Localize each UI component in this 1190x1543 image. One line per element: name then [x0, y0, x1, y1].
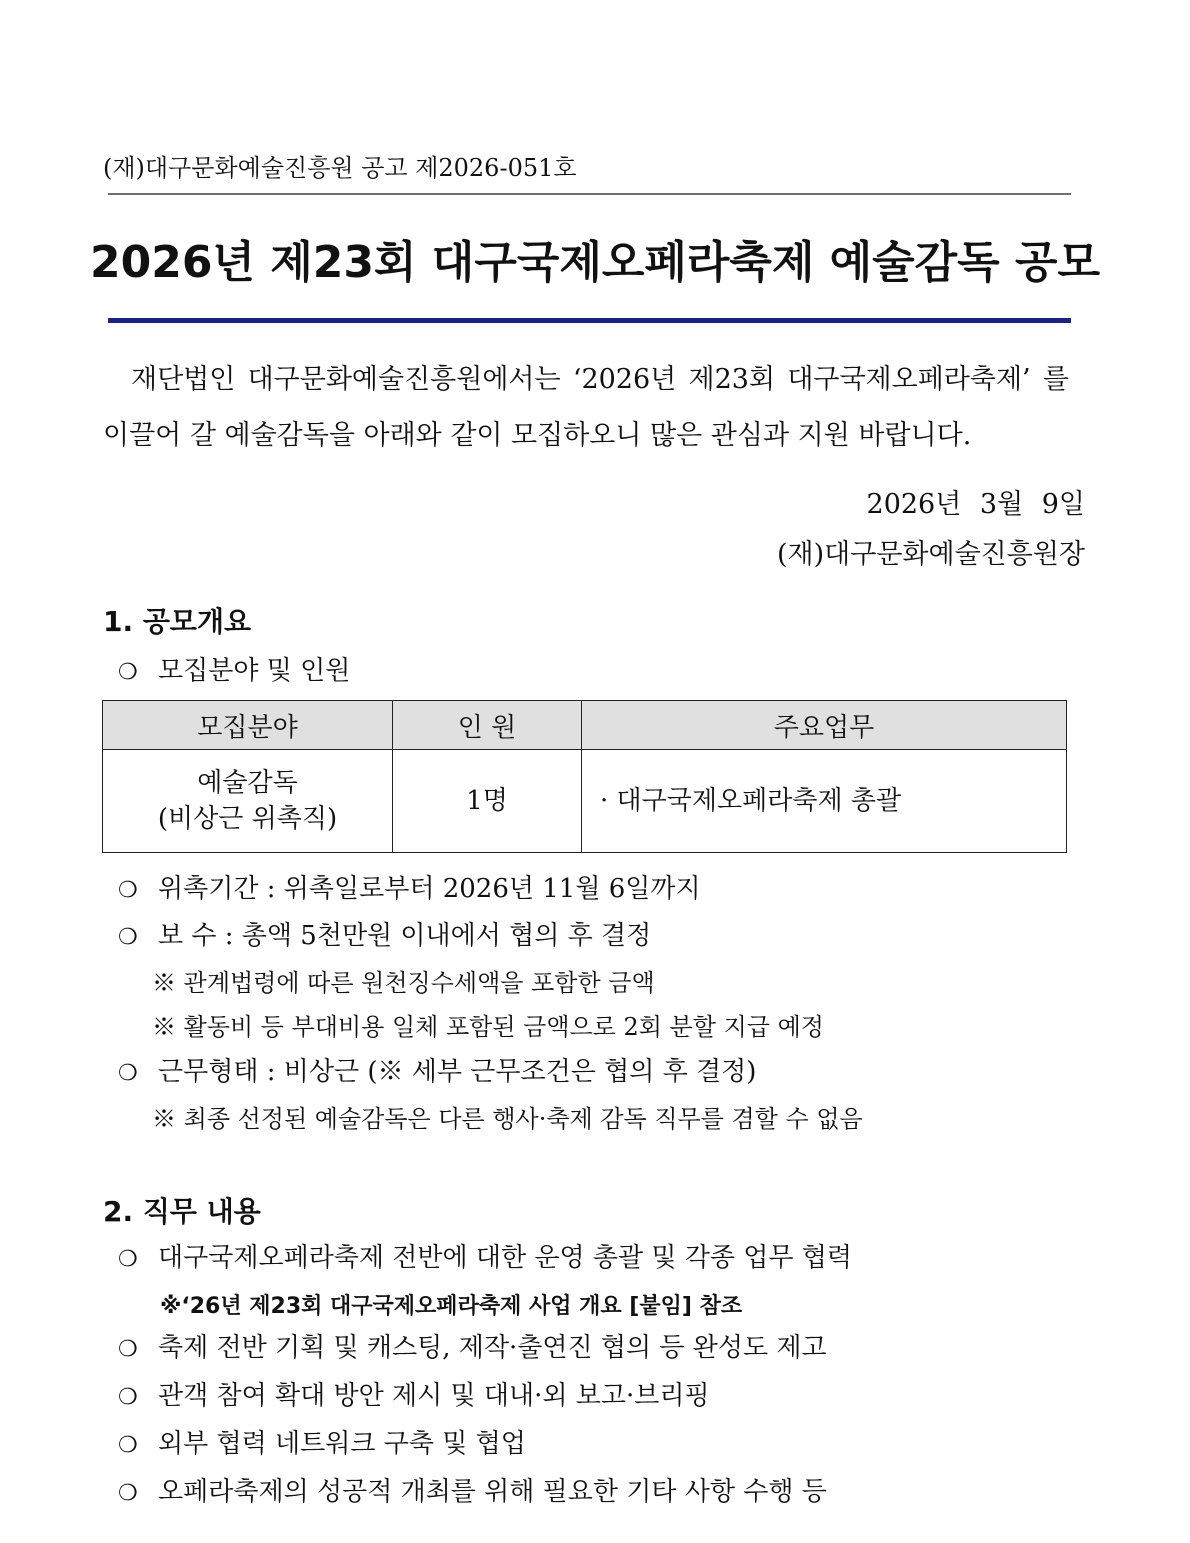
- circle-bullet-icon: ❍: [118, 1385, 138, 1410]
- duty-item-2-text: 축제 전반 기획 및 캐스팅, 제작·출연진 협의 등 완성도 제고: [158, 1333, 827, 1363]
- bullet-pay-text: 보 수 : 총액 5천만원 이내에서 협의 후 결정: [158, 921, 652, 951]
- circle-bullet-icon: ❍: [118, 660, 138, 685]
- circle-bullet-icon: ❍: [118, 878, 138, 903]
- header-divider: [108, 193, 1071, 195]
- table-cell-duty: · 대구국제오페라축제 총괄: [582, 750, 1067, 853]
- intro-paragraph: 재단법인 대구문화예술진흥원에서는 ‘2026년 제23회 대구국제오페라축제’ 를 이끌어 갈 예술감독을 아래와 같이 모집하오니 많은 관심과 지원 바랍니다.: [103, 364, 1069, 451]
- bullet-work: [118, 1051, 756, 1088]
- bullet-recruit: [118, 650, 350, 687]
- circle-bullet-icon: ❍: [118, 1061, 138, 1086]
- bullet-period-text: 위촉기간 : 위촉일로부터 2026년 11월 6일까지: [158, 874, 701, 904]
- circle-bullet-icon: ❍: [118, 925, 138, 950]
- duty-item-5: [118, 1471, 827, 1508]
- table-header-field: 모집분야: [103, 701, 393, 750]
- circle-bullet-icon: ❍: [118, 1337, 138, 1362]
- field-line-1: 예술감독: [197, 768, 298, 798]
- bullet-period: [118, 868, 701, 905]
- document-title: 2026년 제23회 대구국제오페라축제 예술감독 공모: [89, 237, 1101, 288]
- table-cell-field: [103, 750, 393, 853]
- table-header-duty: 주요업무: [582, 701, 1067, 750]
- duty-item-4: [118, 1423, 526, 1460]
- issuer-name: (재)대구문화예술진흥원장: [777, 539, 1085, 570]
- title-divider: [108, 318, 1071, 323]
- table-row: [103, 750, 1067, 853]
- circle-bullet-icon: ❍: [118, 1247, 138, 1272]
- note-pay-1: ※ 관계법령에 따른 원천징수세액을 포함한 금액: [152, 969, 655, 997]
- notice-number: (재)대구문화예술진흥원 공고 제2026-051호: [103, 154, 577, 182]
- circle-bullet-icon: ❍: [118, 1433, 138, 1458]
- table-header-count: 인 원: [393, 701, 582, 750]
- note-work: ※ 최종 선정된 예술감독은 다른 행사·축제 감독 직무를 겸할 수 없음: [152, 1105, 863, 1133]
- field-line-2: (비상근 위촉직): [157, 804, 338, 834]
- duty-item-3-text: 관객 참여 확대 방안 제시 및 대내·외 보고·브리핑: [158, 1381, 710, 1411]
- duty-note-1: ※‘26년 제23회 대구국제오페라축제 사업 개요 [붙임] 참조: [160, 1294, 743, 1319]
- section-2-heading: 2. 직무 내용: [103, 1195, 261, 1228]
- bullet-recruit-text: 모집분야 및 인원: [158, 656, 351, 686]
- bullet-work-text: 근무형태 : 비상근 (※ 세부 근무조건은 협의 후 결정): [158, 1057, 757, 1087]
- note-pay-2: ※ 활동비 등 부대비용 일체 포함된 금액으로 2회 분할 지급 예정: [152, 1013, 824, 1041]
- duty-item-1-text: 대구국제오페라축제 전반에 대한 운영 총괄 및 각종 업무 협력: [158, 1243, 853, 1273]
- recruit-table: [102, 700, 1067, 853]
- section-1-heading: 1. 공모개요: [103, 605, 252, 638]
- notice-date: 2026년 3월 9일: [866, 489, 1085, 520]
- table-header-row: [103, 701, 1067, 750]
- duty-item-1: [118, 1237, 852, 1274]
- table-cell-count: 1명: [393, 750, 582, 853]
- duty-item-3: [118, 1375, 710, 1412]
- bullet-pay: [118, 915, 651, 952]
- duty-item-5-text: 오페라축제의 성공적 개최를 위해 필요한 기타 사항 수행 등: [158, 1477, 827, 1507]
- circle-bullet-icon: ❍: [118, 1481, 138, 1506]
- duty-item-2: [118, 1327, 827, 1364]
- duty-item-4-text: 외부 협력 네트워크 구축 및 협업: [158, 1429, 526, 1459]
